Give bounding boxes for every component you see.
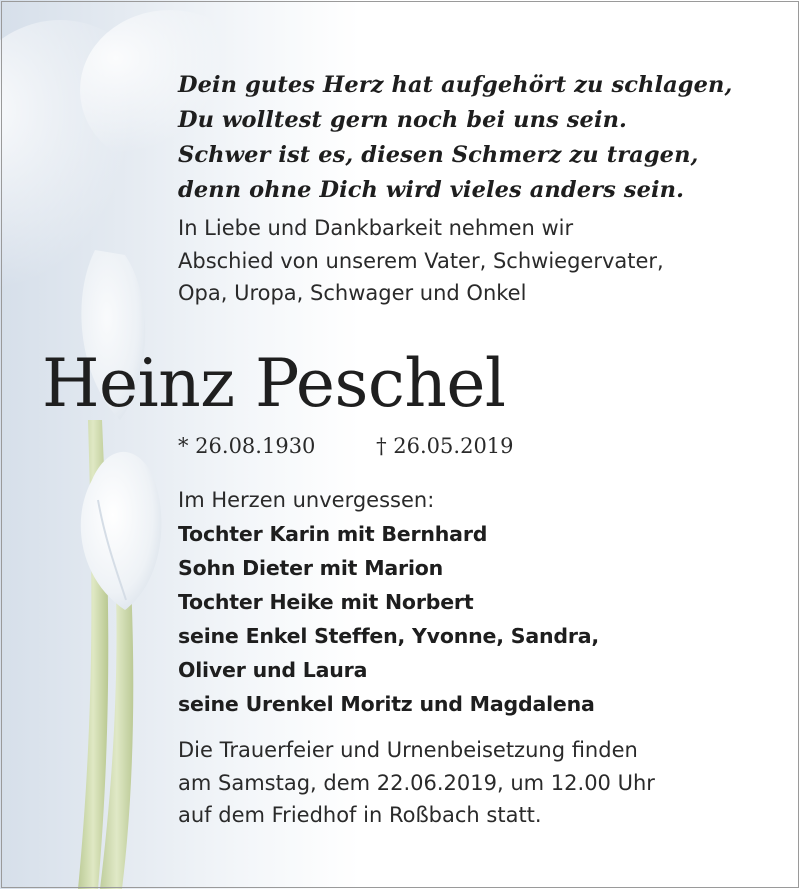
ceremony-info xyxy=(178,734,655,832)
poem xyxy=(178,68,732,208)
death-date: † 26.05.2019 xyxy=(376,434,514,458)
intro-text xyxy=(178,212,664,310)
poem-line: Du wolltest gern noch bei uns sein. xyxy=(178,107,627,133)
intro-line: Opa, Uropa, Schwager und Onkel xyxy=(178,281,527,305)
poem-line: denn ohne Dich wird vieles anders sein. xyxy=(178,177,685,203)
mourner-entry: seine Urenkel Moritz und Magdalena xyxy=(178,692,595,716)
intro-line: In Liebe und Dankbarkeit nehmen wir xyxy=(178,216,574,240)
poem-line: Dein gutes Herz hat aufgehört zu schlagen, xyxy=(178,72,733,98)
birth-date: * 26.08.1930 xyxy=(178,434,316,458)
poem-line: Schwer ist es, diesen Schmerz zu tragen, xyxy=(178,142,699,168)
mourner-entry: Tochter Karin mit Bernhard xyxy=(178,522,488,546)
mourner-entry: Oliver und Laura xyxy=(178,658,368,682)
deceased-name: Heinz Peschel xyxy=(42,345,506,422)
ceremony-line: auf dem Friedhof in Roßbach statt. xyxy=(178,803,542,827)
mourners-list xyxy=(178,483,599,721)
mourner-entry: Sohn Dieter mit Marion xyxy=(178,556,444,580)
mourner-entry: Tochter Heike mit Norbert xyxy=(178,590,474,614)
life-dates xyxy=(178,431,514,461)
mourners-heading: Im Herzen unvergessen: xyxy=(178,488,435,512)
ceremony-line: Die Trauerfeier und Urnenbeisetzung finden xyxy=(178,738,638,762)
ceremony-line: am Samstag, dem 22.06.2019, um 12.00 Uhr xyxy=(178,770,655,795)
intro-line: Abschied von unserem Vater, Schwiegervater, xyxy=(178,248,664,273)
mourner-entry: seine Enkel Steffen, Yvonne, Sandra, xyxy=(178,624,599,648)
